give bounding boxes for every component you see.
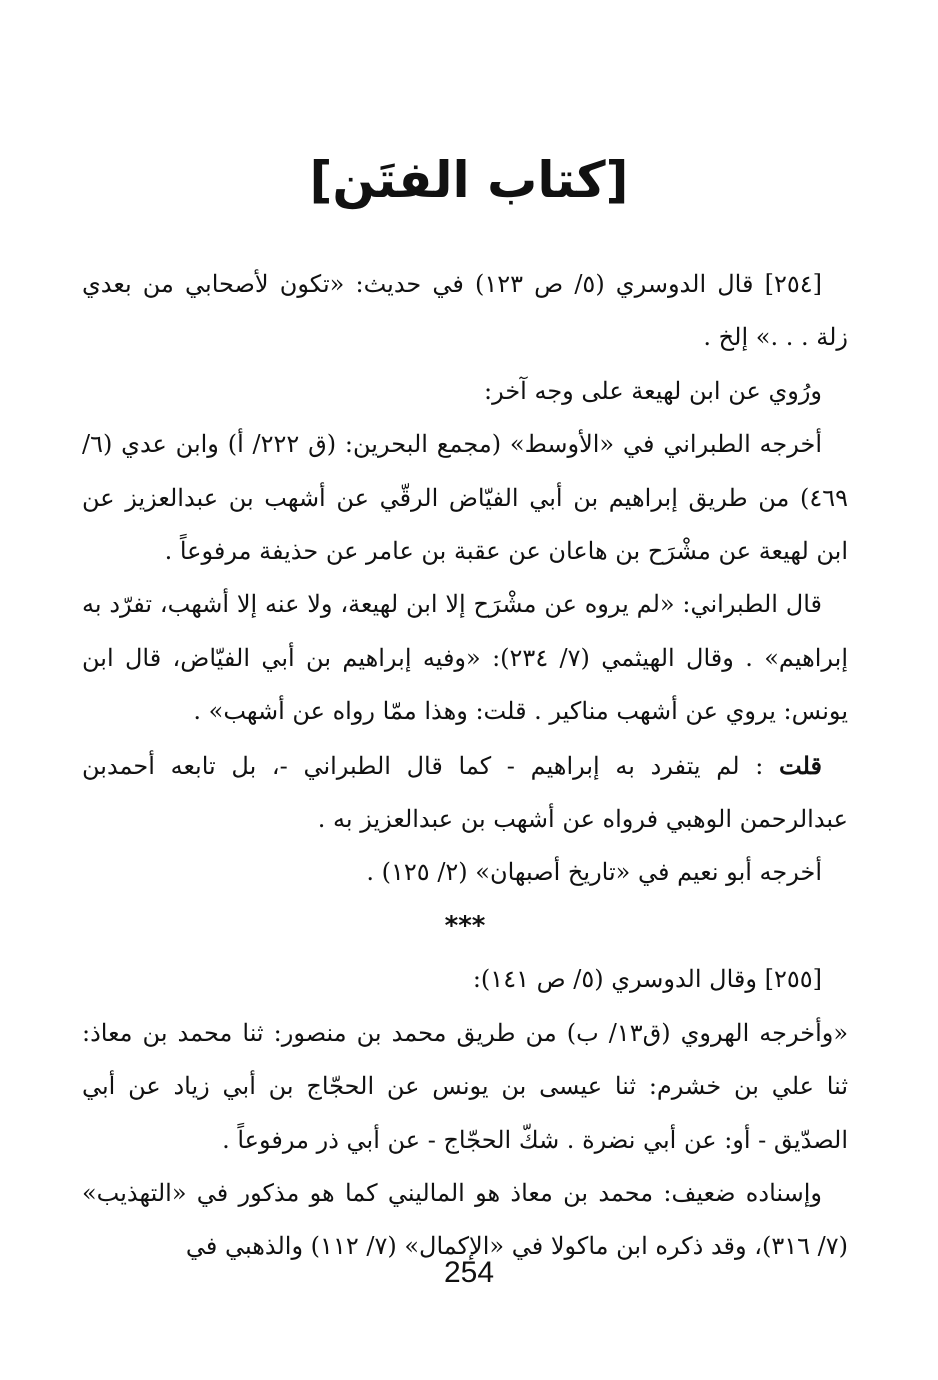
paragraph-text: [٢٥٤] قال الدوسري (٥/ ص ١٢٣) في حديث: «تكون لأصحابي من بعدي زلة . . .» إلخ . <box>82 270 848 352</box>
paragraph-text: ورُوي عن ابن لهيعة على وجه آخر: <box>484 376 822 405</box>
chapter-title: [كتاب الفتَن] <box>309 151 629 209</box>
paragraph-text: «وأخرجه الهروي (ق١٣/ ب) من طريق محمد بن منصور: ثنا محمد بن معاذ: ثنا علي بن خشرم: ثنا عيسى بن يونس عن الحجّاج بن أبي زياد عن أبي الصدّيق - أو: عن أبي نضرة . شكّ الحجّاج - عن أبي ذر مرفوعاً . <box>82 1018 849 1154</box>
page-body <box>82 258 848 1274</box>
paragraph-abu-nuaim <box>82 846 848 899</box>
paragraph-another-route <box>82 365 848 418</box>
paragraph-254-hadith <box>82 258 848 365</box>
page-number: 254 <box>443 1256 495 1289</box>
paragraph-text: قال الطبراني: «لم يروه عن مشْرَح إلا ابن لهيعة، ولا عنه إلا أشهب، تفرّد به إبراهيم» . وقال الهيثمي (٧/ ٢٣٤): «وفيه إبراهيم بن أبي الفيّاض، قال ابن يونس: يروي عن أشهب مناكير . قلت: وهذا ممّا رواه عن أشهب» . <box>82 590 849 726</box>
paragraph-255-heading <box>82 953 848 1006</box>
paragraph-text: وإسناده ضعيف: محمد بن معاذ هو المالیني كما هو مذكور في «التهذيب» (٧/ ٣١٦)، وقد ذكره ابن ماكولا في «الإكمال» (٧/ ١١٢) والذهبي في <box>82 1178 848 1261</box>
paragraph-tabarani-quote <box>82 578 848 738</box>
section-separator: *** <box>444 910 486 941</box>
paragraph-text: [٢٥٥] وقال الدوسري (٥/ ص ١٤١): <box>472 965 822 994</box>
paragraph-tabarani-source <box>82 418 848 578</box>
paragraph-harawi-quote <box>82 1007 848 1167</box>
paragraph-text: : لم يتفرد به إبراهيم - كما قال الطبراني -، بل تابعه أحمدبن عبدالرحمن الوهبي فرواه عن أشهب بن عبدالعزيز به . <box>82 751 848 834</box>
note-lead-word: قلت <box>779 750 822 780</box>
paragraph-text: أخرجه أبو نعيم في «تاريخ أصبهان» (٢/ ١٢٥) . <box>366 858 822 887</box>
paragraph-text: أخرجه الطبراني في «الأوسط» (مجمع البحرين: (ق ٢٢٢/ أ) وابن عدي (٦/ ٤٦٩) من طريق إبراهيم بن أبي الفيّاض الرقّي عن أشهب بن عبدالعزيز عن ابن لهيعة عن مشْرَح بن هاعان عن عقبة بن عامر عن حذيفة مرفوعاً . <box>82 430 848 566</box>
paragraph-author-note <box>82 739 848 847</box>
